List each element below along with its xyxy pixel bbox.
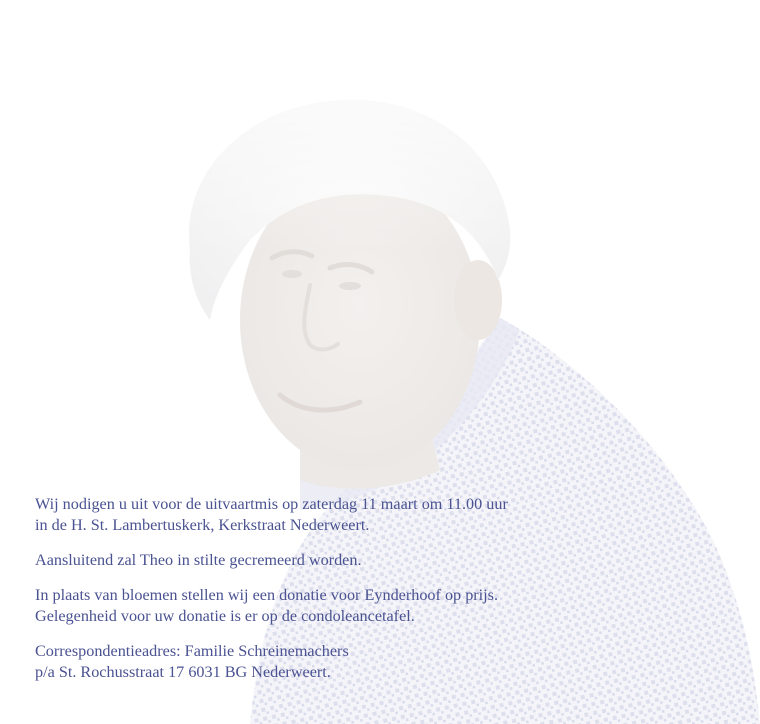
funeral-mass-paragraph: [35, 494, 715, 536]
donation-line-2: Gelegenheid voor uw donatie is er op de condoleancetafel.: [35, 607, 415, 625]
cremation-paragraph: [35, 550, 715, 571]
donation-line-1: In plaats van bloemen stellen wij een donatie voor Eynderhoof op prijs.: [35, 586, 499, 604]
donation-paragraph: [35, 585, 715, 627]
correspondence-paragraph: [35, 641, 715, 683]
cremation-line-1: Aansluitend zal Theo in stilte gecremeerd worden.: [35, 551, 362, 569]
funeral-mass-line-2: in de H. St. Lambertuskerk, Kerkstraat Nederweert.: [35, 516, 370, 534]
announcement-text: [35, 494, 715, 697]
funeral-mass-line-1: Wij nodigen u uit voor de uitvaartmis op zaterdag 11 maart om 11.00 uur: [35, 495, 508, 513]
correspondence-line-1: Correspondentieadres: Familie Schreinemachers: [35, 642, 349, 660]
correspondence-line-2: p/a St. Rochusstraat 17 6031 BG Nederweert.: [35, 663, 331, 681]
